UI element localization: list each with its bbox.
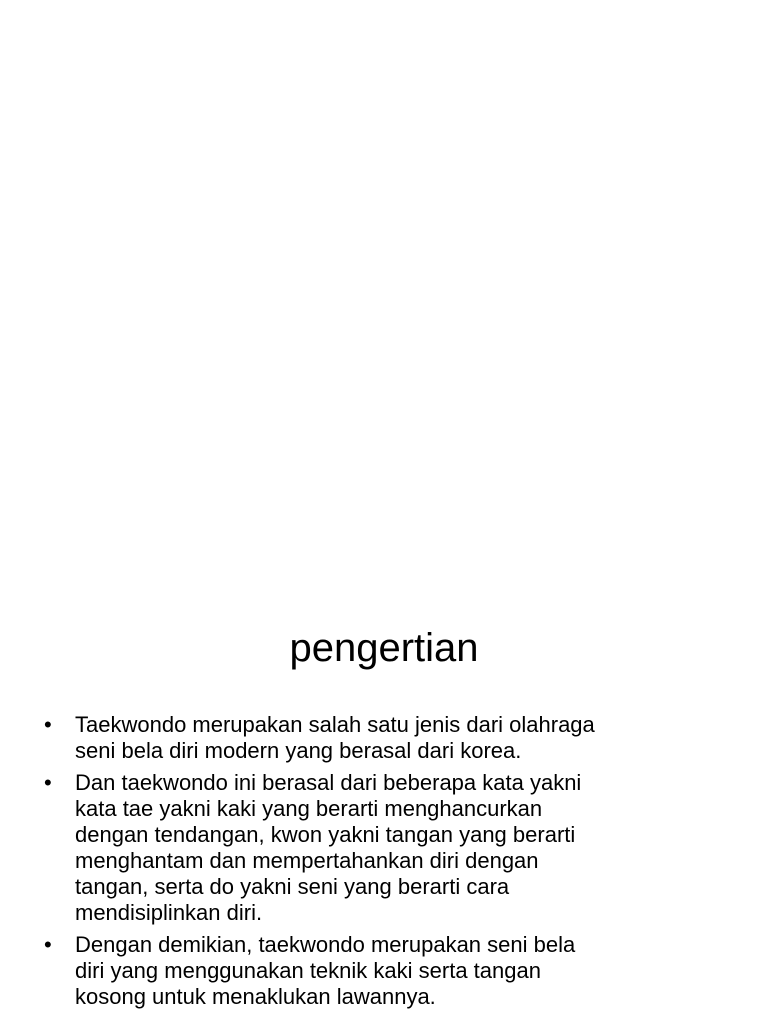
slide-title: pengertian bbox=[289, 626, 479, 670]
bullet-item bbox=[44, 770, 604, 926]
bullet-text: Taekwondo merupakan salah satu jenis dari olahraga seni bela diri modern yang berasal dari korea. bbox=[75, 712, 595, 763]
bullet-list bbox=[44, 712, 604, 1016]
bullet-icon: • bbox=[44, 712, 52, 737]
bullet-item bbox=[44, 712, 604, 764]
bullet-icon: • bbox=[44, 932, 52, 957]
bullet-text: Dan taekwondo ini berasal dari beberapa kata yakni kata tae yakni kaki yang berarti menghancurkan dengan tendangan, kwon yakni tangan yang berarti menghantam dan mempertahankan diri dengan tangan, serta do yakni seni yang berarti cara mendisiplinkan diri. bbox=[75, 770, 582, 925]
bullet-icon: • bbox=[44, 770, 52, 795]
bullet-text: Dengan demikian, taekwondo merupakan seni bela diri yang menggunakan teknik kaki serta tangan kosong untuk menaklukan lawannya. bbox=[75, 932, 576, 1009]
bullet-item bbox=[44, 932, 604, 1010]
